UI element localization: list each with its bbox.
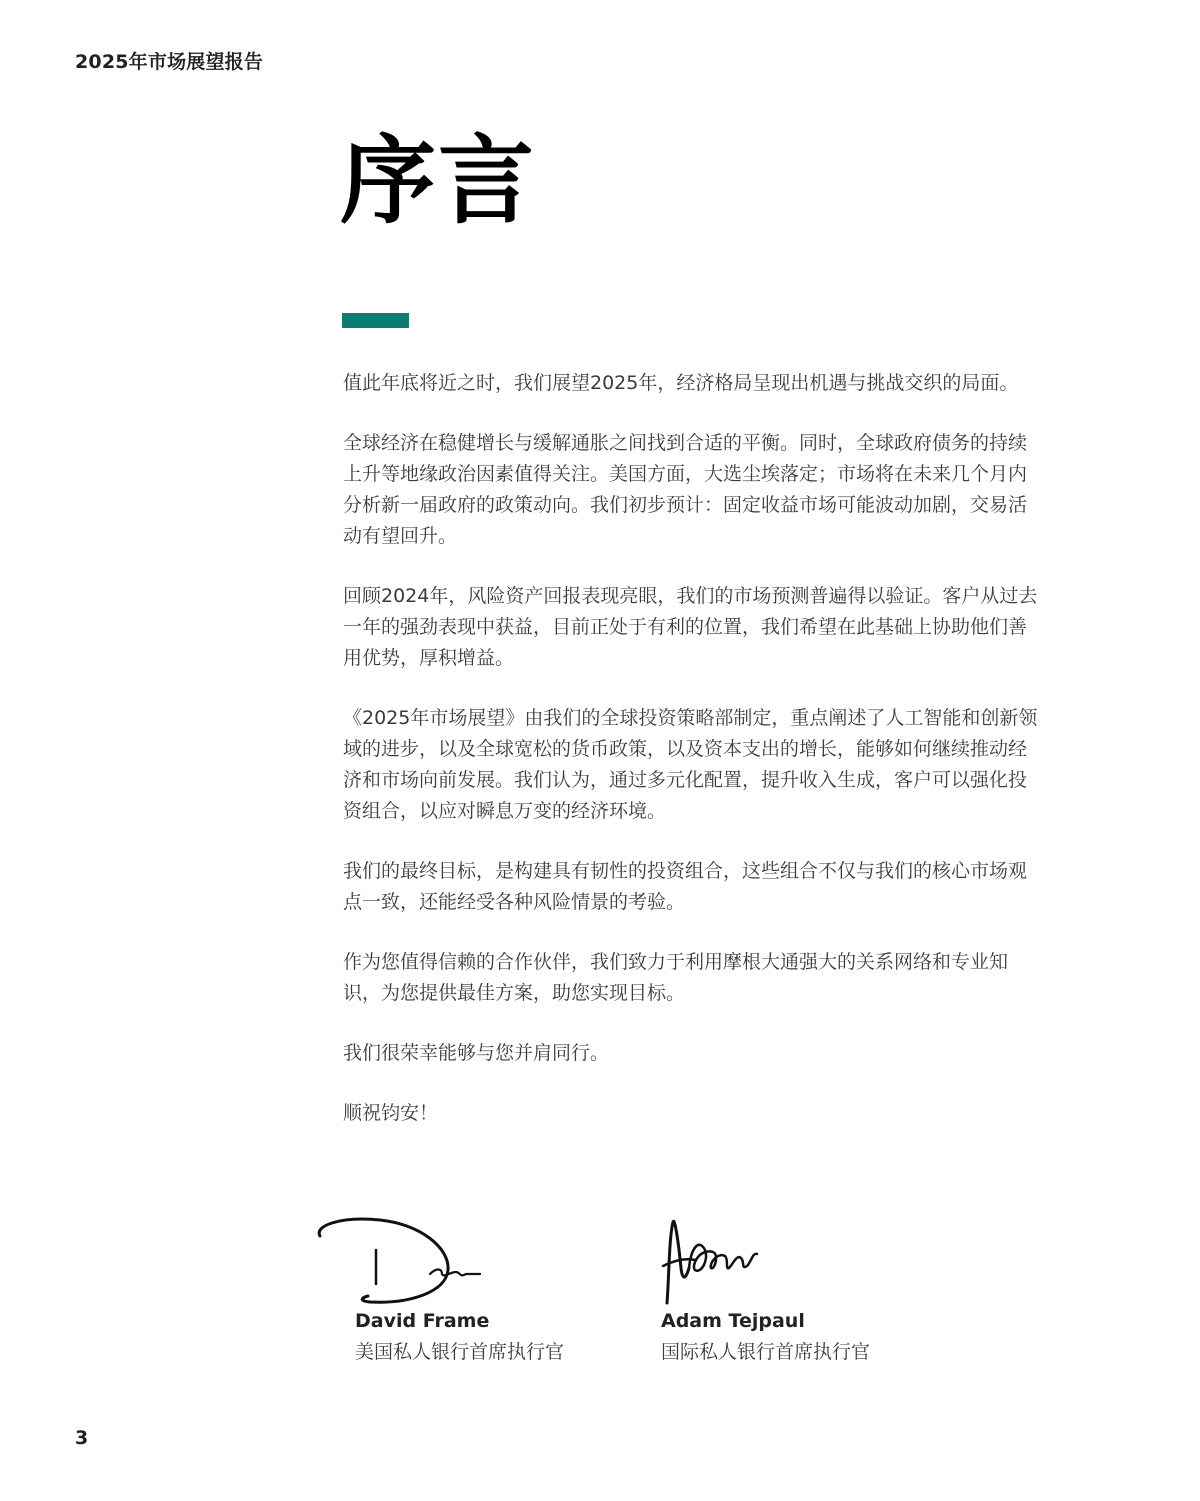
paragraph: 回顾2024年，风险资产回报表现亮眼，我们的市场预测普遍得以验证。客户从过去一年的强劲表现中获益，目前正处于有利的位置，我们希望在此基础上协助他们善用优势，厚积增益。 [343,585,1038,669]
paragraph: 我们很荣幸能够与您并肩同行。 [343,1042,610,1064]
signatory-name: David Frame [355,1310,490,1332]
running-header: 2025年市场展望报告 [75,51,264,73]
signatory-name: Adam Tejpaul [661,1310,805,1332]
page-title: 序言 [340,124,536,237]
paragraph: 我们的最终目标，是构建具有韧性的投资组合，这些组合不仅与我们的核心市场观点一致，还能经受各种风险情景的考验。 [343,860,1028,913]
page-number: 3 [75,1427,89,1449]
signature-image-david-frame [310,1208,500,1308]
signature-block-adam-tejpaul [655,1208,870,1365]
foreword-body [343,368,1043,1158]
signatory-role: 美国私人银行首席执行官 [355,1341,565,1363]
accent-bar [342,313,409,328]
paragraph: 全球经济在稳健增长与缓解通胀之间找到合适的平衡。同时，全球政府债务的持续上升等地缘政治因素值得关注。美国方面，大选尘埃落定；市场将在未来几个月内分析新一届政府的政策动向。我们初步预计：固定收益市场可能波动加剧，交易活动有望回升。 [343,432,1028,547]
paragraph: 作为您值得信赖的合作伙伴，我们致力于利用摩根大通强大的关系网络和专业知识，为您提供最佳方案，助您实现目标。 [343,951,1009,1004]
signature-block-david-frame [310,1208,564,1365]
closing-salutation: 顺祝钧安！ [343,1102,439,1124]
signature-image-adam-tejpaul [655,1208,775,1308]
signatures [0,1208,1200,1388]
paragraph: 《2025年市场展望》由我们的全球投资策略部制定，重点阐述了人工智能和创新领域的进步，以及全球宽松的货币政策，以及资本支出的增长，能够如何继续推动经济和市场向前发展。我们认为，通过多元化配置，提升收入生成，客户可以强化投资组合，以应对瞬息万变的经济环境。 [343,707,1038,822]
paragraph: 值此年底将近之时，我们展望2025年，经济格局呈现出机遇与挑战交织的局面。 [343,372,1019,394]
signatory-role: 国际私人银行首席执行官 [661,1341,871,1363]
